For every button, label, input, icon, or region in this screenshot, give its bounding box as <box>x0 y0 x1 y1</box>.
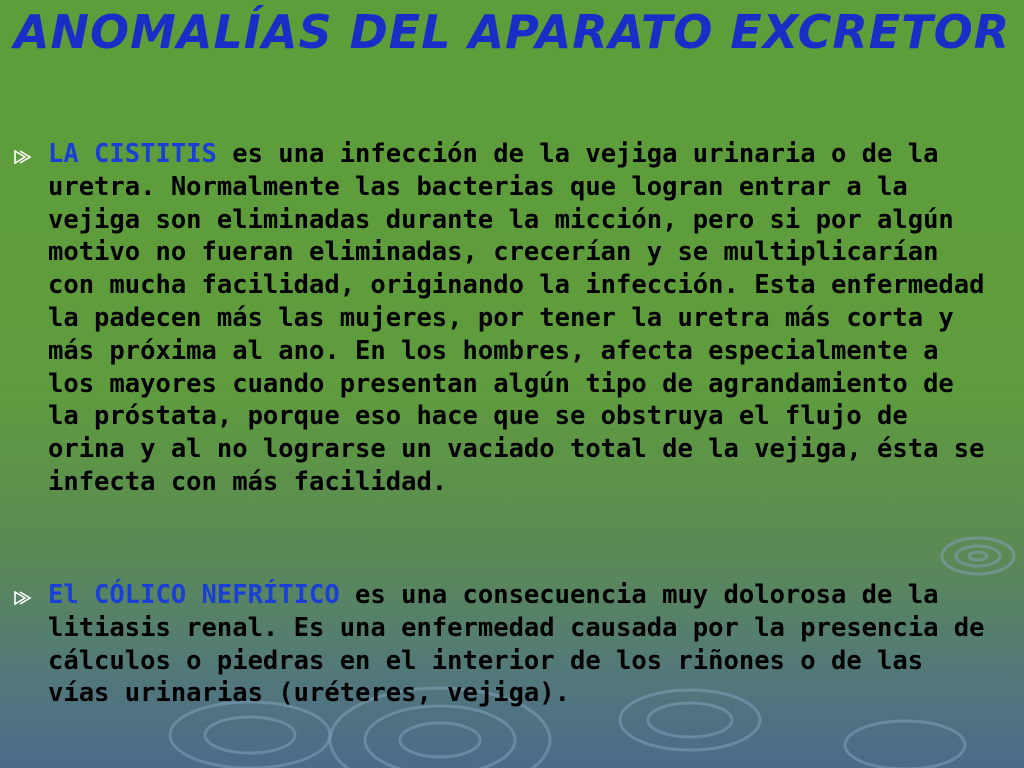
arrow-bullet-icon <box>14 591 32 605</box>
bullet-text <box>48 138 998 499</box>
bullet-keyword: LA CISTITIS <box>48 139 217 169</box>
bullet-colico-nefritico <box>14 579 1004 749</box>
arrow-bullet-icon <box>14 150 32 164</box>
bullet-body: es una consecuencia muy dolorosa de la litiasis renal. Es una enfermedad causada por la presencia de cálculos o piedras en el interior de los riñones o de las vías urinarias (uréteres, vejiga). <box>48 580 985 709</box>
bullet-body: es una infección de la vejiga urinaria o de la uretra. Normalmente las bacterias que logran entrar a la vejiga son eliminadas durante la micción, pero si por algún motivo no fueran eliminadas, crecerían y se multiplicarían con mucha facilidad, originando la infección. Esta enfermedad la padecen más las mujeres, por tener la uretra más corta y más próxima al ano. En los hombres, afecta especialmente a los mayores cuando presentan algún tipo de agrandamiento de la próstata, porque eso hace que se obstruya el flujo de orina y al no lograrse un vaciado total de la vejiga, ésta se infecta con más facilidad. <box>48 139 985 497</box>
slide-title: ANOMALÍAS DEL APARATO EXCRETOR <box>13 5 1011 59</box>
bullet-text <box>48 579 998 710</box>
bullet-cistitis <box>14 138 1004 538</box>
bullet-keyword: El CÓLICO NEFRÍTICO <box>48 580 340 610</box>
